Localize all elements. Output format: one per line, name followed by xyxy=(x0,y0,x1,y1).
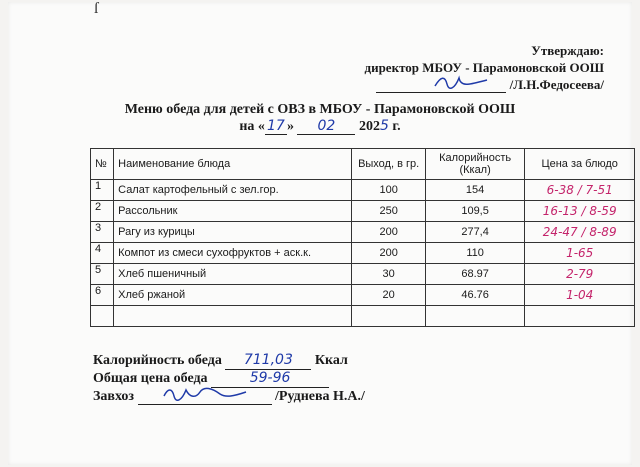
summary-block xyxy=(93,352,365,405)
row-price: 1-65 xyxy=(525,243,635,264)
row-kcal: 277,4 xyxy=(425,222,525,243)
table-row xyxy=(91,201,635,222)
row-num: 3 xyxy=(91,222,114,243)
table-header-row xyxy=(91,149,635,180)
row-output: 100 xyxy=(352,180,425,201)
row-kcal: 154 xyxy=(425,180,525,201)
row-num: 6 xyxy=(91,285,114,306)
storekeeper-label: Завхоз xyxy=(93,389,135,404)
row-kcal xyxy=(425,306,525,327)
row-output: 200 xyxy=(352,222,425,243)
row-kcal: 68.97 xyxy=(425,264,525,285)
row-output: 200 xyxy=(352,243,425,264)
date-g: г. xyxy=(392,119,401,134)
date-close: » xyxy=(286,119,294,134)
row-output: 250 xyxy=(352,201,425,222)
table-row xyxy=(91,264,635,285)
row-output xyxy=(352,306,425,327)
row-name: Рагу из курицы xyxy=(114,222,352,243)
row-name: Рассольник xyxy=(114,201,352,222)
row-name: Хлеб пшеничный xyxy=(114,264,352,285)
date-day: 17 xyxy=(265,118,287,135)
date-month: 02 xyxy=(297,118,355,135)
director-signature-icon xyxy=(431,74,491,90)
header-name: Наименование блюда xyxy=(114,149,352,180)
row-kcal: 46.76 xyxy=(425,285,525,306)
approval-position: директор МБОУ - Парамоновской ООШ xyxy=(364,60,604,75)
menu-title-line: Меню обеда для детей с ОВЗ в МБОУ - Парамоновской ООШ xyxy=(124,102,516,117)
header-price: Цена за блюдо xyxy=(525,149,635,180)
approval-block xyxy=(304,42,604,93)
date-year-suffix: 5 xyxy=(379,118,389,134)
menu-title xyxy=(0,102,640,135)
approval-heading: Утверждаю: xyxy=(531,43,604,58)
row-kcal: 110 xyxy=(425,243,525,264)
kcal-summary-label: Калорийность обеда xyxy=(93,353,222,368)
row-num xyxy=(91,306,114,327)
date-year-prefix: 202 xyxy=(358,119,380,134)
row-num: 4 xyxy=(91,243,114,264)
price-summary-label: Общая цена обеда xyxy=(93,371,208,386)
storekeeper-signature-icon xyxy=(160,384,250,402)
price-summary-value: 59-96 xyxy=(211,370,329,388)
row-price: 16-13 / 8-59 xyxy=(525,201,635,222)
row-num: 5 xyxy=(91,264,114,285)
menu-date-line xyxy=(0,118,640,135)
table-row xyxy=(91,222,635,243)
row-kcal: 109,5 xyxy=(425,201,525,222)
menu-table xyxy=(90,148,635,327)
row-name: Компот из смеси сухофруктов + аск.к. xyxy=(114,243,352,264)
row-name: Салат картофельный с зел.гор. xyxy=(114,180,352,201)
header-num: № xyxy=(91,149,114,180)
table-row xyxy=(91,285,635,306)
kcal-summary-row xyxy=(93,352,365,370)
row-output: 30 xyxy=(352,264,425,285)
row-price: 2-79 xyxy=(525,264,635,285)
row-price: 24-47 / 8-89 xyxy=(525,222,635,243)
storekeeper-signature-line xyxy=(138,390,272,405)
kcal-summary-unit: Ккал xyxy=(314,353,348,368)
header-output: Выход, в гр. xyxy=(352,149,425,180)
row-price: 6-38 / 7-51 xyxy=(525,180,635,201)
header-kcal: Калорийность (Ккал) xyxy=(425,149,525,180)
table-row-empty xyxy=(91,306,635,327)
row-num: 2 xyxy=(91,201,114,222)
date-prefix: на « xyxy=(239,119,265,134)
row-name: Хлеб ржаной xyxy=(114,285,352,306)
table-row xyxy=(91,180,635,201)
row-name xyxy=(114,306,352,327)
row-num: 1 xyxy=(91,180,114,201)
kcal-summary-value: 711,03 xyxy=(225,352,311,370)
approval-signature-row xyxy=(304,76,604,93)
storekeeper-name: /Руднева Н.А./ xyxy=(275,389,365,404)
director-name: /Л.Н.Федосеева/ xyxy=(509,77,604,92)
storekeeper-row xyxy=(93,388,365,405)
table-row xyxy=(91,243,635,264)
signature-line xyxy=(376,78,506,93)
row-price: 1-04 xyxy=(525,285,635,306)
row-output: 20 xyxy=(352,285,425,306)
corner-mark: ſ xyxy=(94,0,99,17)
row-price xyxy=(525,306,635,327)
